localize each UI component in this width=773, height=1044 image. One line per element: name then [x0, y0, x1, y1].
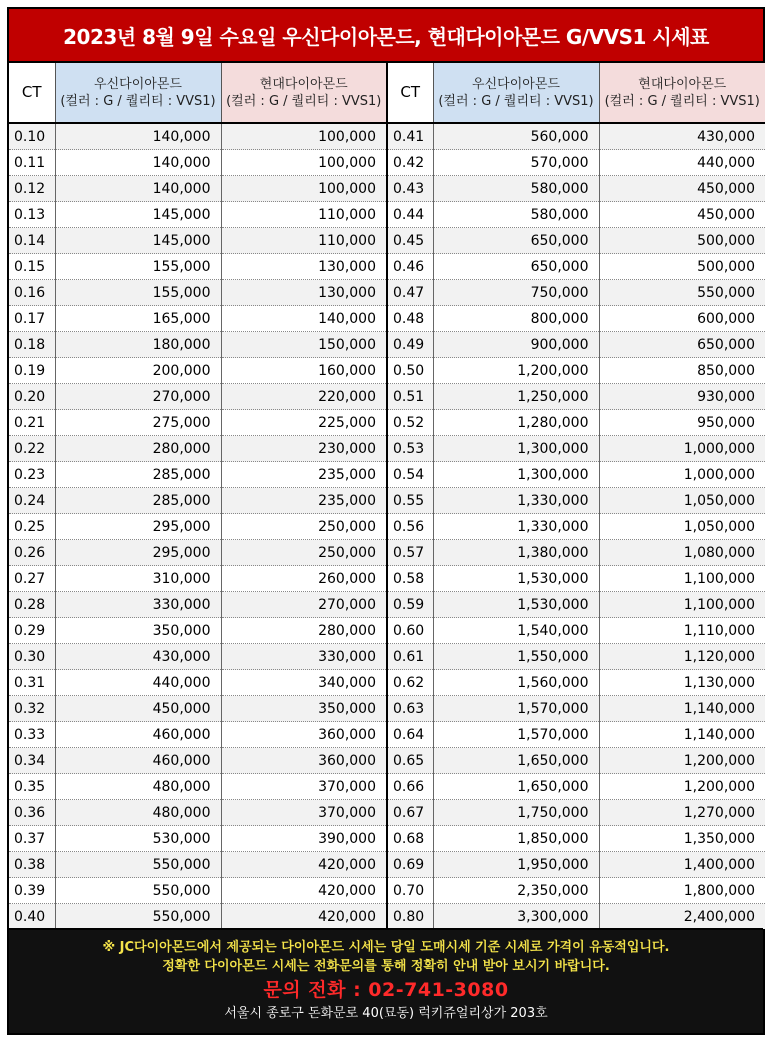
- ct-cell: 0.14: [9, 228, 55, 254]
- woosin-price: 1,550,000: [433, 644, 599, 670]
- table-row: [9, 254, 765, 280]
- woosin-price: 580,000: [433, 176, 599, 202]
- table-row: [9, 488, 765, 514]
- ct-cell: 0.39: [9, 878, 55, 904]
- woosin-price: 550,000: [55, 852, 221, 878]
- ct-cell: 0.68: [387, 826, 433, 852]
- ct-cell: 0.16: [9, 280, 55, 306]
- woosin-price: 180,000: [55, 332, 221, 358]
- woosin-price: 1,280,000: [433, 410, 599, 436]
- woosin-price: 1,850,000: [433, 826, 599, 852]
- hyundai-price: 250,000: [221, 514, 387, 540]
- woosin-price: 430,000: [55, 644, 221, 670]
- woosin-price: 650,000: [433, 228, 599, 254]
- column-header-hyundai-2: [599, 63, 765, 123]
- hyundai-price: 1,120,000: [599, 644, 765, 670]
- woosin-price: 200,000: [55, 358, 221, 384]
- ct-cell: 0.34: [9, 748, 55, 774]
- hyundai-price: 1,100,000: [599, 592, 765, 618]
- hyundai-price: 420,000: [221, 904, 387, 930]
- woosin-price: 900,000: [433, 332, 599, 358]
- hyundai-price: 230,000: [221, 436, 387, 462]
- woosin-price: 460,000: [55, 748, 221, 774]
- hyundai-price: 1,100,000: [599, 566, 765, 592]
- hyundai-price: 930,000: [599, 384, 765, 410]
- woosin-price: 550,000: [55, 904, 221, 930]
- hyundai-price: 390,000: [221, 826, 387, 852]
- ct-cell: 0.30: [9, 644, 55, 670]
- woosin-price: 1,570,000: [433, 696, 599, 722]
- ct-cell: 0.63: [387, 696, 433, 722]
- ct-cell: 0.67: [387, 800, 433, 826]
- ct-cell: 0.31: [9, 670, 55, 696]
- ct-cell: 0.55: [387, 488, 433, 514]
- table-row: [9, 176, 765, 202]
- hyundai-price: 1,130,000: [599, 670, 765, 696]
- hyundai-price: 1,200,000: [599, 748, 765, 774]
- ct-cell: 0.70: [387, 878, 433, 904]
- ct-cell: 0.25: [9, 514, 55, 540]
- table-row: [9, 696, 765, 722]
- woosin-price: 145,000: [55, 202, 221, 228]
- ct-cell: 0.42: [387, 150, 433, 176]
- hyundai-price: 370,000: [221, 800, 387, 826]
- table-row: [9, 618, 765, 644]
- ct-cell: 0.52: [387, 410, 433, 436]
- ct-cell: 0.13: [9, 202, 55, 228]
- ct-cell: 0.49: [387, 332, 433, 358]
- woosin-price: 165,000: [55, 306, 221, 332]
- woosin-price: 1,570,000: [433, 722, 599, 748]
- table-row: [9, 514, 765, 540]
- woosin-price: 480,000: [55, 800, 221, 826]
- woosin-price: 155,000: [55, 254, 221, 280]
- hyundai-price: 130,000: [221, 254, 387, 280]
- ct-cell: 0.28: [9, 592, 55, 618]
- ct-cell: 0.40: [9, 904, 55, 930]
- column-header-woosin-2: [433, 63, 599, 123]
- woosin-price: 285,000: [55, 462, 221, 488]
- table-row: [9, 332, 765, 358]
- woosin-price: 1,650,000: [433, 774, 599, 800]
- hyundai-price: 650,000: [599, 332, 765, 358]
- hyundai-price: 600,000: [599, 306, 765, 332]
- hyundai-price: 440,000: [599, 150, 765, 176]
- woosin-price: 1,330,000: [433, 514, 599, 540]
- hyundai-sub: (컬러 : G / 퀄리티 : VVS1): [604, 93, 760, 109]
- price-sheet: [7, 7, 765, 1035]
- woosin-price: 310,000: [55, 566, 221, 592]
- hyundai-price: 100,000: [221, 123, 387, 150]
- woosin-price: 650,000: [433, 254, 599, 280]
- woosin-price: 3,300,000: [433, 904, 599, 930]
- ct-cell: 0.32: [9, 696, 55, 722]
- ct-cell: 0.20: [9, 384, 55, 410]
- table-row: [9, 540, 765, 566]
- hyundai-price: 1,050,000: [599, 488, 765, 514]
- hyundai-price: 2,400,000: [599, 904, 765, 930]
- hyundai-price: 1,110,000: [599, 618, 765, 644]
- hyundai-price: 340,000: [221, 670, 387, 696]
- woosin-price: 1,380,000: [433, 540, 599, 566]
- table-row: [9, 722, 765, 748]
- ct-cell: 0.66: [387, 774, 433, 800]
- hyundai-price: 150,000: [221, 332, 387, 358]
- table-row: [9, 150, 765, 176]
- ct-cell: 0.65: [387, 748, 433, 774]
- woosin-price: 1,950,000: [433, 852, 599, 878]
- column-header-woosin: [55, 63, 221, 123]
- hyundai-price: 235,000: [221, 488, 387, 514]
- woosin-price: 750,000: [433, 280, 599, 306]
- table-row: [9, 748, 765, 774]
- table-row: [9, 228, 765, 254]
- woosin-price: 295,000: [55, 540, 221, 566]
- ct-cell: 0.38: [9, 852, 55, 878]
- woosin-price: 1,300,000: [433, 436, 599, 462]
- table-row: [9, 384, 765, 410]
- ct-cell: 0.50: [387, 358, 433, 384]
- ct-cell: 0.11: [9, 150, 55, 176]
- hyundai-price: 950,000: [599, 410, 765, 436]
- woosin-price: 350,000: [55, 618, 221, 644]
- ct-cell: 0.45: [387, 228, 433, 254]
- ct-cell: 0.48: [387, 306, 433, 332]
- woosin-price: 1,560,000: [433, 670, 599, 696]
- hyundai-name: 현대다이아몬드: [638, 76, 727, 92]
- table-row: [9, 306, 765, 332]
- hyundai-price: 500,000: [599, 254, 765, 280]
- ct-cell: 0.12: [9, 176, 55, 202]
- woosin-price: 1,540,000: [433, 618, 599, 644]
- ct-cell: 0.51: [387, 384, 433, 410]
- hyundai-price: 280,000: [221, 618, 387, 644]
- ct-cell: 0.43: [387, 176, 433, 202]
- woosin-price: 275,000: [55, 410, 221, 436]
- hyundai-price: 1,800,000: [599, 878, 765, 904]
- hyundai-price: 235,000: [221, 462, 387, 488]
- table-row: [9, 774, 765, 800]
- woosin-price: 1,750,000: [433, 800, 599, 826]
- ct-cell: 0.37: [9, 826, 55, 852]
- ct-cell: 0.21: [9, 410, 55, 436]
- table-row: [9, 644, 765, 670]
- ct-cell: 0.57: [387, 540, 433, 566]
- hyundai-price: 1,000,000: [599, 436, 765, 462]
- table-row: [9, 566, 765, 592]
- column-header-ct-2: CT: [387, 63, 433, 123]
- hyundai-sub: (컬러 : G / 퀄리티 : VVS1): [226, 93, 382, 109]
- woosin-price: 330,000: [55, 592, 221, 618]
- table-row: [9, 358, 765, 384]
- page-title: 2023년 8월 9일 수요일 우신다이아몬드, 현대다이아몬드 G/VVS1 시세표: [9, 9, 763, 63]
- table-row: [9, 878, 765, 904]
- table-row: [9, 436, 765, 462]
- hyundai-price: 1,000,000: [599, 462, 765, 488]
- woosin-price: 2,350,000: [433, 878, 599, 904]
- hyundai-price: 270,000: [221, 592, 387, 618]
- hyundai-price: 1,080,000: [599, 540, 765, 566]
- hyundai-price: 1,140,000: [599, 696, 765, 722]
- ct-cell: 0.41: [387, 123, 433, 150]
- woosin-name: 우신다이아몬드: [94, 76, 182, 92]
- table-row: [9, 202, 765, 228]
- hyundai-price: 350,000: [221, 696, 387, 722]
- woosin-price: 550,000: [55, 878, 221, 904]
- hyundai-price: 360,000: [221, 748, 387, 774]
- ct-cell: 0.17: [9, 306, 55, 332]
- woosin-price: 560,000: [433, 123, 599, 150]
- store-address: 서울시 종로구 돈화문로 40(묘동) 럭키쥬얼리상가 203호: [224, 1006, 548, 1021]
- hyundai-price: 110,000: [221, 202, 387, 228]
- woosin-price: 440,000: [55, 670, 221, 696]
- woosin-price: 155,000: [55, 280, 221, 306]
- woosin-price: 1,300,000: [433, 462, 599, 488]
- hyundai-price: 850,000: [599, 358, 765, 384]
- woosin-price: 285,000: [55, 488, 221, 514]
- ct-cell: 0.54: [387, 462, 433, 488]
- table-row: [9, 852, 765, 878]
- hyundai-price: 100,000: [221, 150, 387, 176]
- hyundai-price: 1,140,000: [599, 722, 765, 748]
- hyundai-price: 100,000: [221, 176, 387, 202]
- hyundai-name: 현대다이아몬드: [259, 76, 348, 92]
- ct-cell: 0.61: [387, 644, 433, 670]
- contact-phone: 문의 전화 : 02-741-3080: [263, 979, 509, 1001]
- hyundai-price: 260,000: [221, 566, 387, 592]
- footer: [9, 928, 763, 1033]
- hyundai-price: 220,000: [221, 384, 387, 410]
- hyundai-price: 160,000: [221, 358, 387, 384]
- ct-cell: 0.29: [9, 618, 55, 644]
- table-header: [9, 63, 765, 123]
- ct-cell: 0.58: [387, 566, 433, 592]
- ct-cell: 0.26: [9, 540, 55, 566]
- woosin-price: 1,200,000: [433, 358, 599, 384]
- column-header-hyundai: [221, 63, 387, 123]
- ct-cell: 0.60: [387, 618, 433, 644]
- column-header-ct: CT: [9, 63, 55, 123]
- table-row: [9, 904, 765, 930]
- hyundai-price: 1,350,000: [599, 826, 765, 852]
- woosin-price: 140,000: [55, 123, 221, 150]
- table-row: [9, 410, 765, 436]
- hyundai-price: 500,000: [599, 228, 765, 254]
- table-row: [9, 280, 765, 306]
- ct-cell: 0.36: [9, 800, 55, 826]
- hyundai-price: 250,000: [221, 540, 387, 566]
- table-row: [9, 592, 765, 618]
- woosin-price: 450,000: [55, 696, 221, 722]
- hyundai-price: 1,200,000: [599, 774, 765, 800]
- hyundai-price: 140,000: [221, 306, 387, 332]
- hyundai-price: 1,050,000: [599, 514, 765, 540]
- ct-cell: 0.10: [9, 123, 55, 150]
- woosin-price: 530,000: [55, 826, 221, 852]
- woosin-price: 800,000: [433, 306, 599, 332]
- hyundai-price: 370,000: [221, 774, 387, 800]
- hyundai-price: 110,000: [221, 228, 387, 254]
- hyundai-price: 360,000: [221, 722, 387, 748]
- woosin-price: 1,530,000: [433, 592, 599, 618]
- table-body: [9, 123, 765, 929]
- woosin-price: 1,330,000: [433, 488, 599, 514]
- hyundai-price: 450,000: [599, 176, 765, 202]
- ct-cell: 0.59: [387, 592, 433, 618]
- ct-cell: 0.15: [9, 254, 55, 280]
- woosin-price: 460,000: [55, 722, 221, 748]
- table-row: [9, 800, 765, 826]
- woosin-price: 270,000: [55, 384, 221, 410]
- hyundai-price: 1,400,000: [599, 852, 765, 878]
- ct-cell: 0.46: [387, 254, 433, 280]
- woosin-price: 580,000: [433, 202, 599, 228]
- woosin-name: 우신다이아몬드: [472, 76, 560, 92]
- hyundai-price: 420,000: [221, 852, 387, 878]
- table-row: [9, 826, 765, 852]
- ct-cell: 0.47: [387, 280, 433, 306]
- price-table: [9, 63, 765, 929]
- hyundai-price: 430,000: [599, 123, 765, 150]
- ct-cell: 0.80: [387, 904, 433, 930]
- footer-note-2: 정확한 다이아몬드 시세는 전화문의를 통해 정확히 안내 받아 보시기 바랍니다.: [162, 959, 610, 974]
- woosin-price: 280,000: [55, 436, 221, 462]
- woosin-price: 140,000: [55, 176, 221, 202]
- ct-cell: 0.24: [9, 488, 55, 514]
- ct-cell: 0.27: [9, 566, 55, 592]
- woosin-sub: (컬러 : G / 퀄리티 : VVS1): [60, 93, 216, 109]
- table-row: [9, 670, 765, 696]
- woosin-price: 1,650,000: [433, 748, 599, 774]
- ct-cell: 0.69: [387, 852, 433, 878]
- woosin-price: 140,000: [55, 150, 221, 176]
- ct-cell: 0.19: [9, 358, 55, 384]
- ct-cell: 0.44: [387, 202, 433, 228]
- hyundai-price: 330,000: [221, 644, 387, 670]
- table-row: [9, 462, 765, 488]
- ct-cell: 0.33: [9, 722, 55, 748]
- woosin-price: 570,000: [433, 150, 599, 176]
- hyundai-price: 550,000: [599, 280, 765, 306]
- woosin-price: 295,000: [55, 514, 221, 540]
- ct-cell: 0.18: [9, 332, 55, 358]
- hyundai-price: 1,270,000: [599, 800, 765, 826]
- ct-cell: 0.62: [387, 670, 433, 696]
- hyundai-price: 130,000: [221, 280, 387, 306]
- woosin-sub: (컬러 : G / 퀄리티 : VVS1): [438, 93, 594, 109]
- table-row: [9, 123, 765, 150]
- ct-cell: 0.56: [387, 514, 433, 540]
- ct-cell: 0.53: [387, 436, 433, 462]
- woosin-price: 145,000: [55, 228, 221, 254]
- woosin-price: 1,250,000: [433, 384, 599, 410]
- ct-cell: 0.22: [9, 436, 55, 462]
- ct-cell: 0.64: [387, 722, 433, 748]
- ct-cell: 0.23: [9, 462, 55, 488]
- woosin-price: 1,530,000: [433, 566, 599, 592]
- hyundai-price: 450,000: [599, 202, 765, 228]
- footer-note-1: ※ JC다이아몬드에서 제공되는 다이아몬드 시세는 당일 도매시세 기준 시세로 가격이 유동적입니다.: [102, 940, 670, 955]
- hyundai-price: 420,000: [221, 878, 387, 904]
- woosin-price: 480,000: [55, 774, 221, 800]
- hyundai-price: 225,000: [221, 410, 387, 436]
- ct-cell: 0.35: [9, 774, 55, 800]
